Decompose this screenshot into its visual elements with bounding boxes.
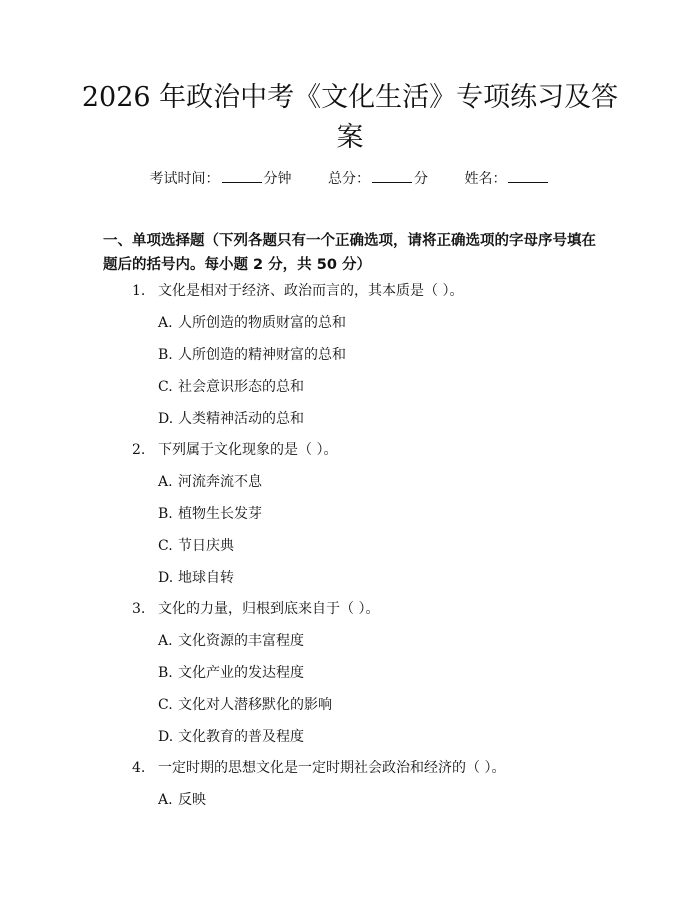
option-letter: C.: [158, 697, 173, 713]
total-score-field: [328, 168, 428, 188]
student-name-label: 姓名：: [464, 171, 507, 187]
option-letter: A.: [158, 315, 173, 331]
option-text: 植物生长发芽: [178, 506, 262, 522]
option-1d: [158, 409, 304, 429]
question-1: [132, 281, 463, 301]
option-text: 人类精神活动的总和: [178, 411, 304, 427]
total-score-blank: [372, 170, 412, 183]
question-number: 4.: [132, 760, 146, 776]
option-text: 文化教育的普及程度: [178, 729, 304, 745]
section-heading: 一、单项选择题（下列各题只有一个正确选项，请将正确选项的字母序号填在题后的括号内。每小题 2 分，共 50 分）: [103, 233, 596, 273]
exam-time-blank: [222, 170, 262, 183]
option-text: 人所创造的物质财富的总和: [178, 315, 346, 331]
exam-time-label: 考试时间：: [149, 171, 220, 187]
total-score-label: 总分：: [328, 171, 370, 187]
option-2c: [158, 536, 234, 556]
student-name-blank: [508, 170, 548, 183]
option-letter: C.: [158, 538, 173, 554]
option-text: 反映: [178, 792, 206, 808]
option-1a: [158, 313, 346, 333]
option-letter: A.: [158, 474, 173, 490]
option-4a: [158, 790, 206, 810]
option-text: 文化对人潜移默化的影响: [178, 697, 332, 713]
question-text: 文化是相对于经济、政治而言的，其本质是（ ）。: [158, 283, 464, 299]
option-letter: B.: [158, 347, 173, 363]
student-name-field: [464, 168, 550, 188]
option-text: 文化产业的发达程度: [178, 665, 304, 681]
option-letter: A.: [158, 633, 173, 649]
question-text: 文化的力量，归根到底来自于（ ）。: [158, 601, 380, 617]
option-letter: C.: [158, 379, 173, 395]
question-4: [132, 758, 505, 778]
option-2b: [158, 504, 262, 524]
option-text: 社会意识形态的总和: [178, 379, 304, 395]
page-title: [60, 78, 640, 158]
option-text: 节日庆典: [178, 538, 234, 554]
option-3b: [158, 663, 304, 683]
option-text: 人所创造的精神财富的总和: [178, 347, 346, 363]
option-1b: [158, 345, 346, 365]
option-3a: [158, 631, 304, 651]
question-3: [132, 599, 379, 619]
option-letter: A.: [158, 792, 173, 808]
option-text: 文化资源的丰富程度: [178, 633, 304, 649]
option-2a: [158, 472, 262, 492]
exam-info: [0, 168, 700, 188]
option-3c: [158, 695, 332, 715]
question-text: 一定时期的思想文化是一定时期社会政治和经济的（ ）。: [158, 760, 506, 776]
exam-time-field: [150, 168, 292, 188]
option-letter: D.: [158, 411, 174, 427]
total-score-unit: 分: [414, 171, 428, 187]
question-number: 1.: [132, 283, 146, 299]
option-letter: D.: [158, 570, 174, 586]
title-line-2: 案: [336, 122, 364, 153]
option-3d: [158, 727, 304, 747]
question-2: [132, 440, 337, 460]
exam-time-unit: 分钟: [263, 171, 292, 187]
title-line-1: 2026 年政治中考《文化生活》专项练习及答: [81, 82, 619, 113]
option-letter: B.: [158, 506, 173, 522]
option-2d: [158, 568, 234, 588]
option-text: 河流奔流不息: [178, 474, 262, 490]
option-letter: B.: [158, 665, 173, 681]
option-text: 地球自转: [178, 570, 234, 586]
option-1c: [158, 377, 304, 397]
option-letter: D.: [158, 729, 174, 745]
question-number: 2.: [132, 442, 146, 458]
question-number: 3.: [132, 601, 146, 617]
question-text: 下列属于文化现象的是（ ）。: [158, 442, 338, 458]
